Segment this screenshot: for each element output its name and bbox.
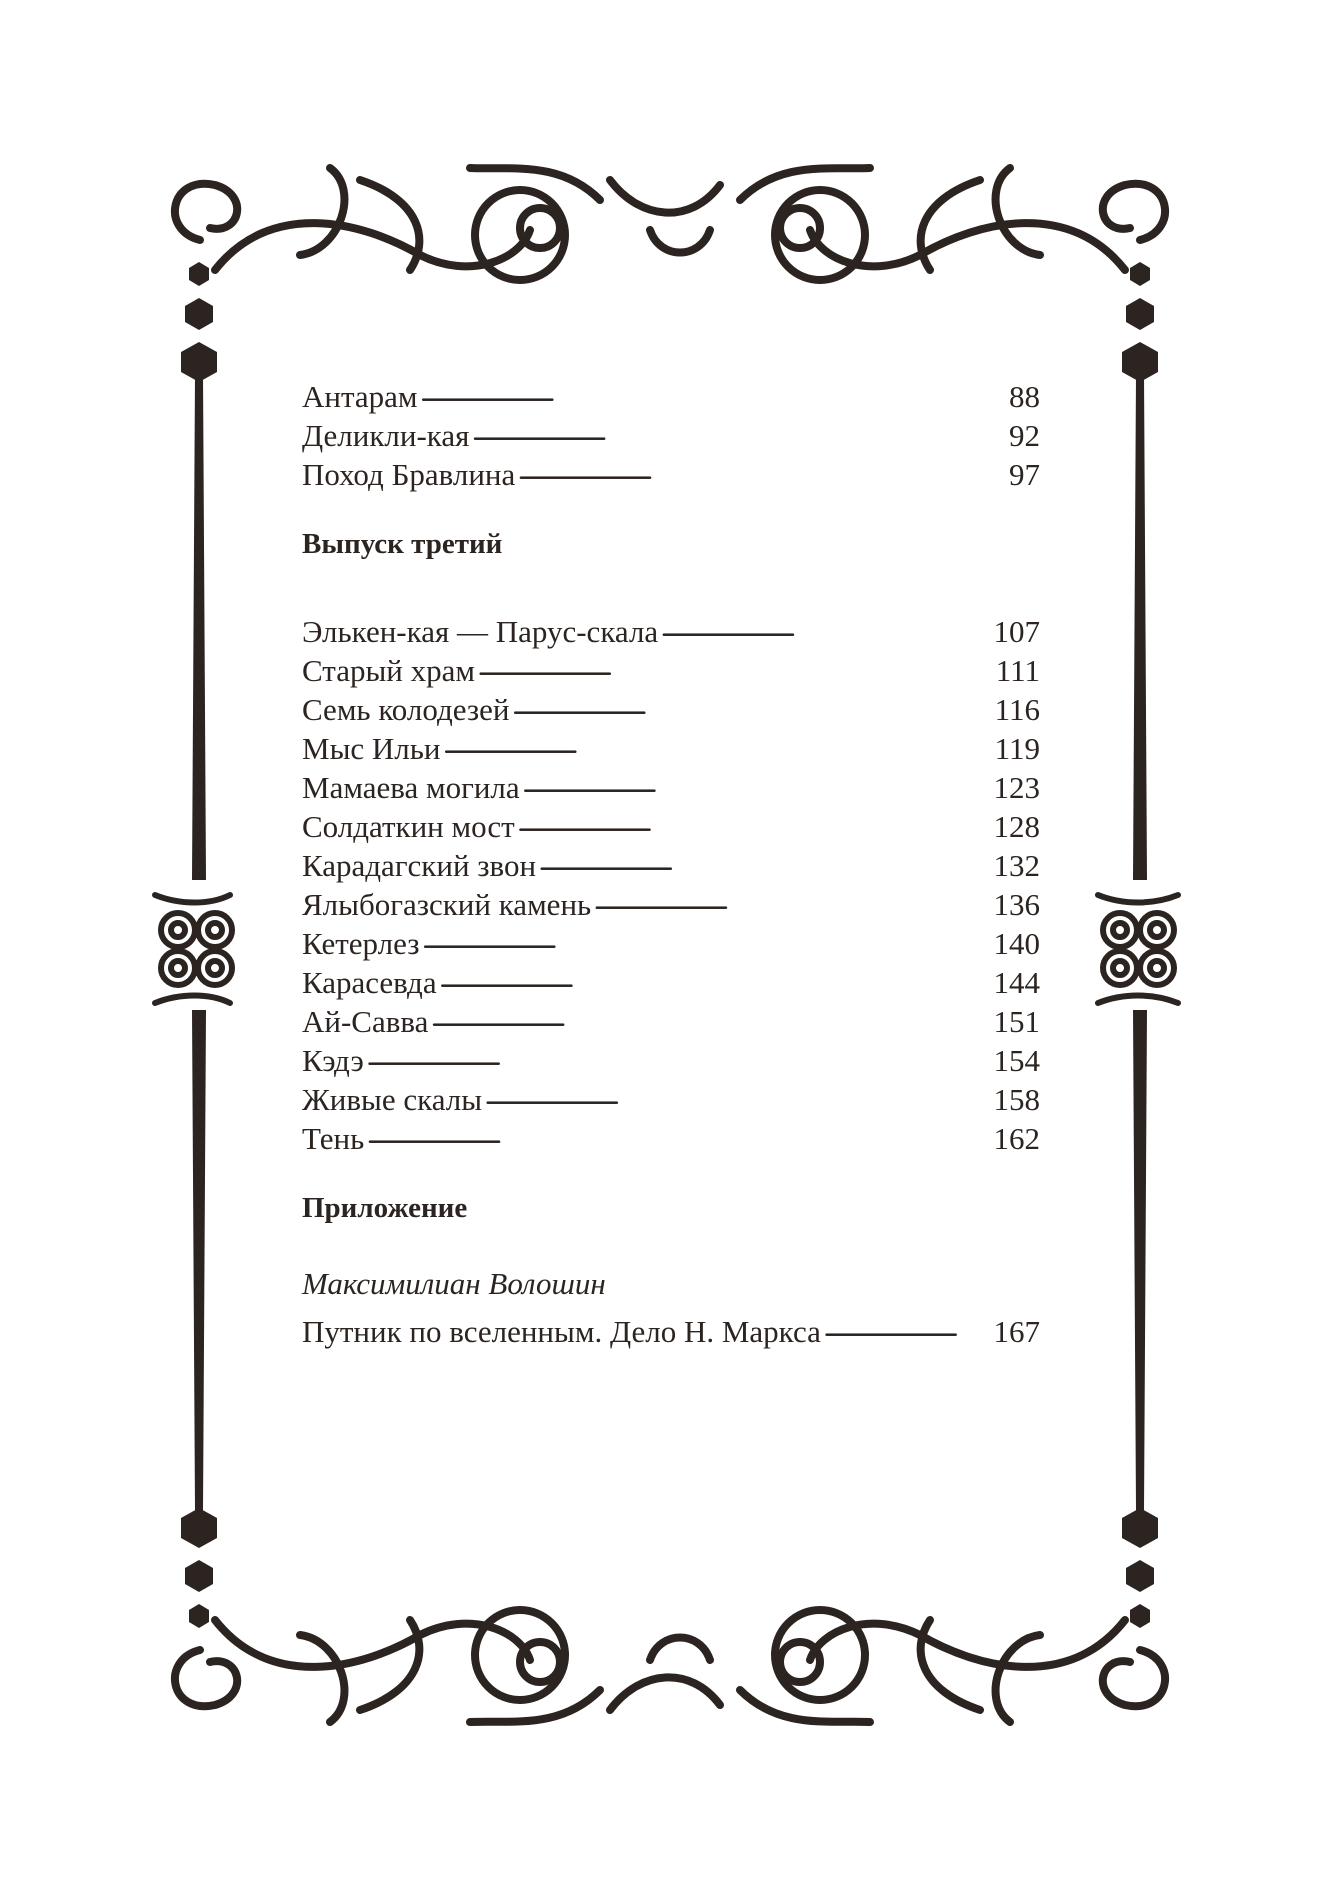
left-bead-large-bottom: [181, 1508, 217, 1548]
dot-leader: [518, 798, 991, 837]
section-heading: Приложение: [302, 1192, 468, 1224]
toc-entry: [302, 876, 1040, 922]
dot-leader: [523, 759, 991, 798]
toc-entry-page: 111: [995, 653, 1040, 688]
dot-leader: [518, 446, 1006, 485]
right-bead-mid-bottom: [1126, 1560, 1154, 1592]
toc-entry-title: Солдаткин мост: [302, 809, 515, 844]
toc-entry-title: Карасевда: [302, 965, 437, 1000]
left-bead-small-bottom: [189, 1604, 209, 1628]
toc-entry-page: 140: [993, 926, 1040, 961]
toc-entry-page: 119: [994, 731, 1040, 766]
dot-leader: [512, 681, 991, 720]
top-flourish: [175, 168, 1165, 280]
toc-entry-page: 144: [993, 965, 1040, 1000]
author-name: Максимилиан Волошин: [302, 1266, 606, 1301]
toc-entry-page: 167: [993, 1314, 1040, 1349]
dot-leader: [472, 407, 1006, 446]
dot-leader: [367, 1032, 991, 1071]
toc-entry: [302, 1032, 1040, 1078]
toc-entry-page: 162: [993, 1121, 1040, 1156]
right-lower-spindle: [1133, 1010, 1147, 1510]
right-bead-small-bottom: [1130, 1604, 1150, 1628]
toc-entry-page: 92: [1009, 418, 1040, 453]
left-bead-mid-top: [185, 298, 213, 330]
toc-entry: [302, 1110, 1040, 1156]
toc-entry: [302, 1071, 1040, 1117]
toc-entry-page: 128: [993, 809, 1040, 844]
toc-entry: [302, 954, 1040, 1000]
right-upper-spindle: [1133, 375, 1147, 880]
left-bead-mid-bottom: [185, 1560, 213, 1592]
toc-entry: [302, 837, 1040, 883]
dot-leader: [367, 1110, 990, 1149]
toc-entry-page: 97: [1009, 457, 1040, 492]
left-bead-small-top: [189, 262, 209, 286]
toc-entry: [302, 915, 1040, 961]
toc-entry-page: 154: [993, 1043, 1040, 1078]
section-heading: Выпуск третий: [302, 528, 503, 560]
toc-entry-title: Мамаева могила: [302, 770, 520, 805]
dot-leader: [478, 642, 993, 681]
left-medallion: [155, 895, 232, 1003]
toc-entry-title: Элькен-кая — Парус-скала: [302, 614, 659, 649]
dot-leader: [431, 993, 990, 1032]
left-bead-large-top: [181, 342, 217, 382]
toc-entry-title: Деликли-кая: [302, 418, 470, 453]
right-bead-large-top: [1122, 342, 1158, 382]
toc-entry-title: Мыс Ильи: [302, 731, 441, 766]
dot-leader: [539, 837, 990, 876]
left-lower-spindle: [192, 1010, 206, 1510]
dot-leader: [661, 603, 990, 642]
toc-entry: [302, 642, 1040, 688]
dot-leader: [444, 720, 992, 759]
right-bead-mid-top: [1126, 298, 1154, 330]
toc-entry-page: 158: [993, 1082, 1040, 1117]
toc-entry-title: Ялыбогазский камень: [302, 887, 592, 922]
dot-leader: [594, 876, 990, 915]
toc-entry: [302, 603, 1040, 649]
toc-entry-page: 88: [1009, 379, 1040, 414]
toc-entry-title: Карадагский звон: [302, 848, 537, 883]
right-bead-large-bottom: [1122, 1508, 1158, 1548]
toc-entry: [302, 368, 1040, 414]
right-medallion: [1098, 895, 1178, 1003]
toc-entry-page: 151: [993, 1004, 1040, 1039]
toc-entry-page: 136: [993, 887, 1040, 922]
toc-entry: [302, 798, 1040, 844]
bottom-flourish: [175, 1610, 1165, 1722]
toc-entry-title: Кетерлез: [302, 926, 420, 961]
toc-entry: [302, 407, 1040, 453]
toc-entry: [302, 759, 1040, 805]
toc-entry-page: 132: [993, 848, 1040, 883]
dot-leader: [824, 1303, 991, 1342]
toc-entry-title: Ай-Савва: [302, 1004, 429, 1039]
toc-entry-page: 116: [994, 692, 1040, 727]
toc-entry: [302, 681, 1040, 727]
toc-entry-page: 123: [993, 770, 1040, 805]
left-upper-spindle: [192, 375, 206, 880]
toc-entry-title: Путник по вселенным. Дело Н. Маркса: [302, 1314, 821, 1349]
toc-entry-title: Живые скалы: [302, 1082, 483, 1117]
dot-leader: [423, 915, 991, 954]
right-bead-small-top: [1130, 262, 1150, 286]
toc-entry-title: Кэдэ: [302, 1043, 364, 1078]
toc-entry-title: Поход Бравлина: [302, 457, 516, 492]
toc-entry-title: Семь колодезей: [302, 692, 510, 727]
toc-entry: [302, 720, 1040, 766]
toc-entry: [302, 1303, 1040, 1349]
toc-entry-title: Старый храм: [302, 653, 475, 688]
toc-entry-page: 107: [993, 614, 1040, 649]
dot-leader: [485, 1071, 990, 1110]
toc-entry-title: Антарам: [302, 379, 418, 414]
toc-entry: [302, 446, 1040, 492]
dot-leader: [440, 954, 991, 993]
dot-leader: [421, 368, 1006, 407]
toc-entry-title: Тень: [302, 1121, 365, 1156]
toc-entry: [302, 993, 1040, 1039]
